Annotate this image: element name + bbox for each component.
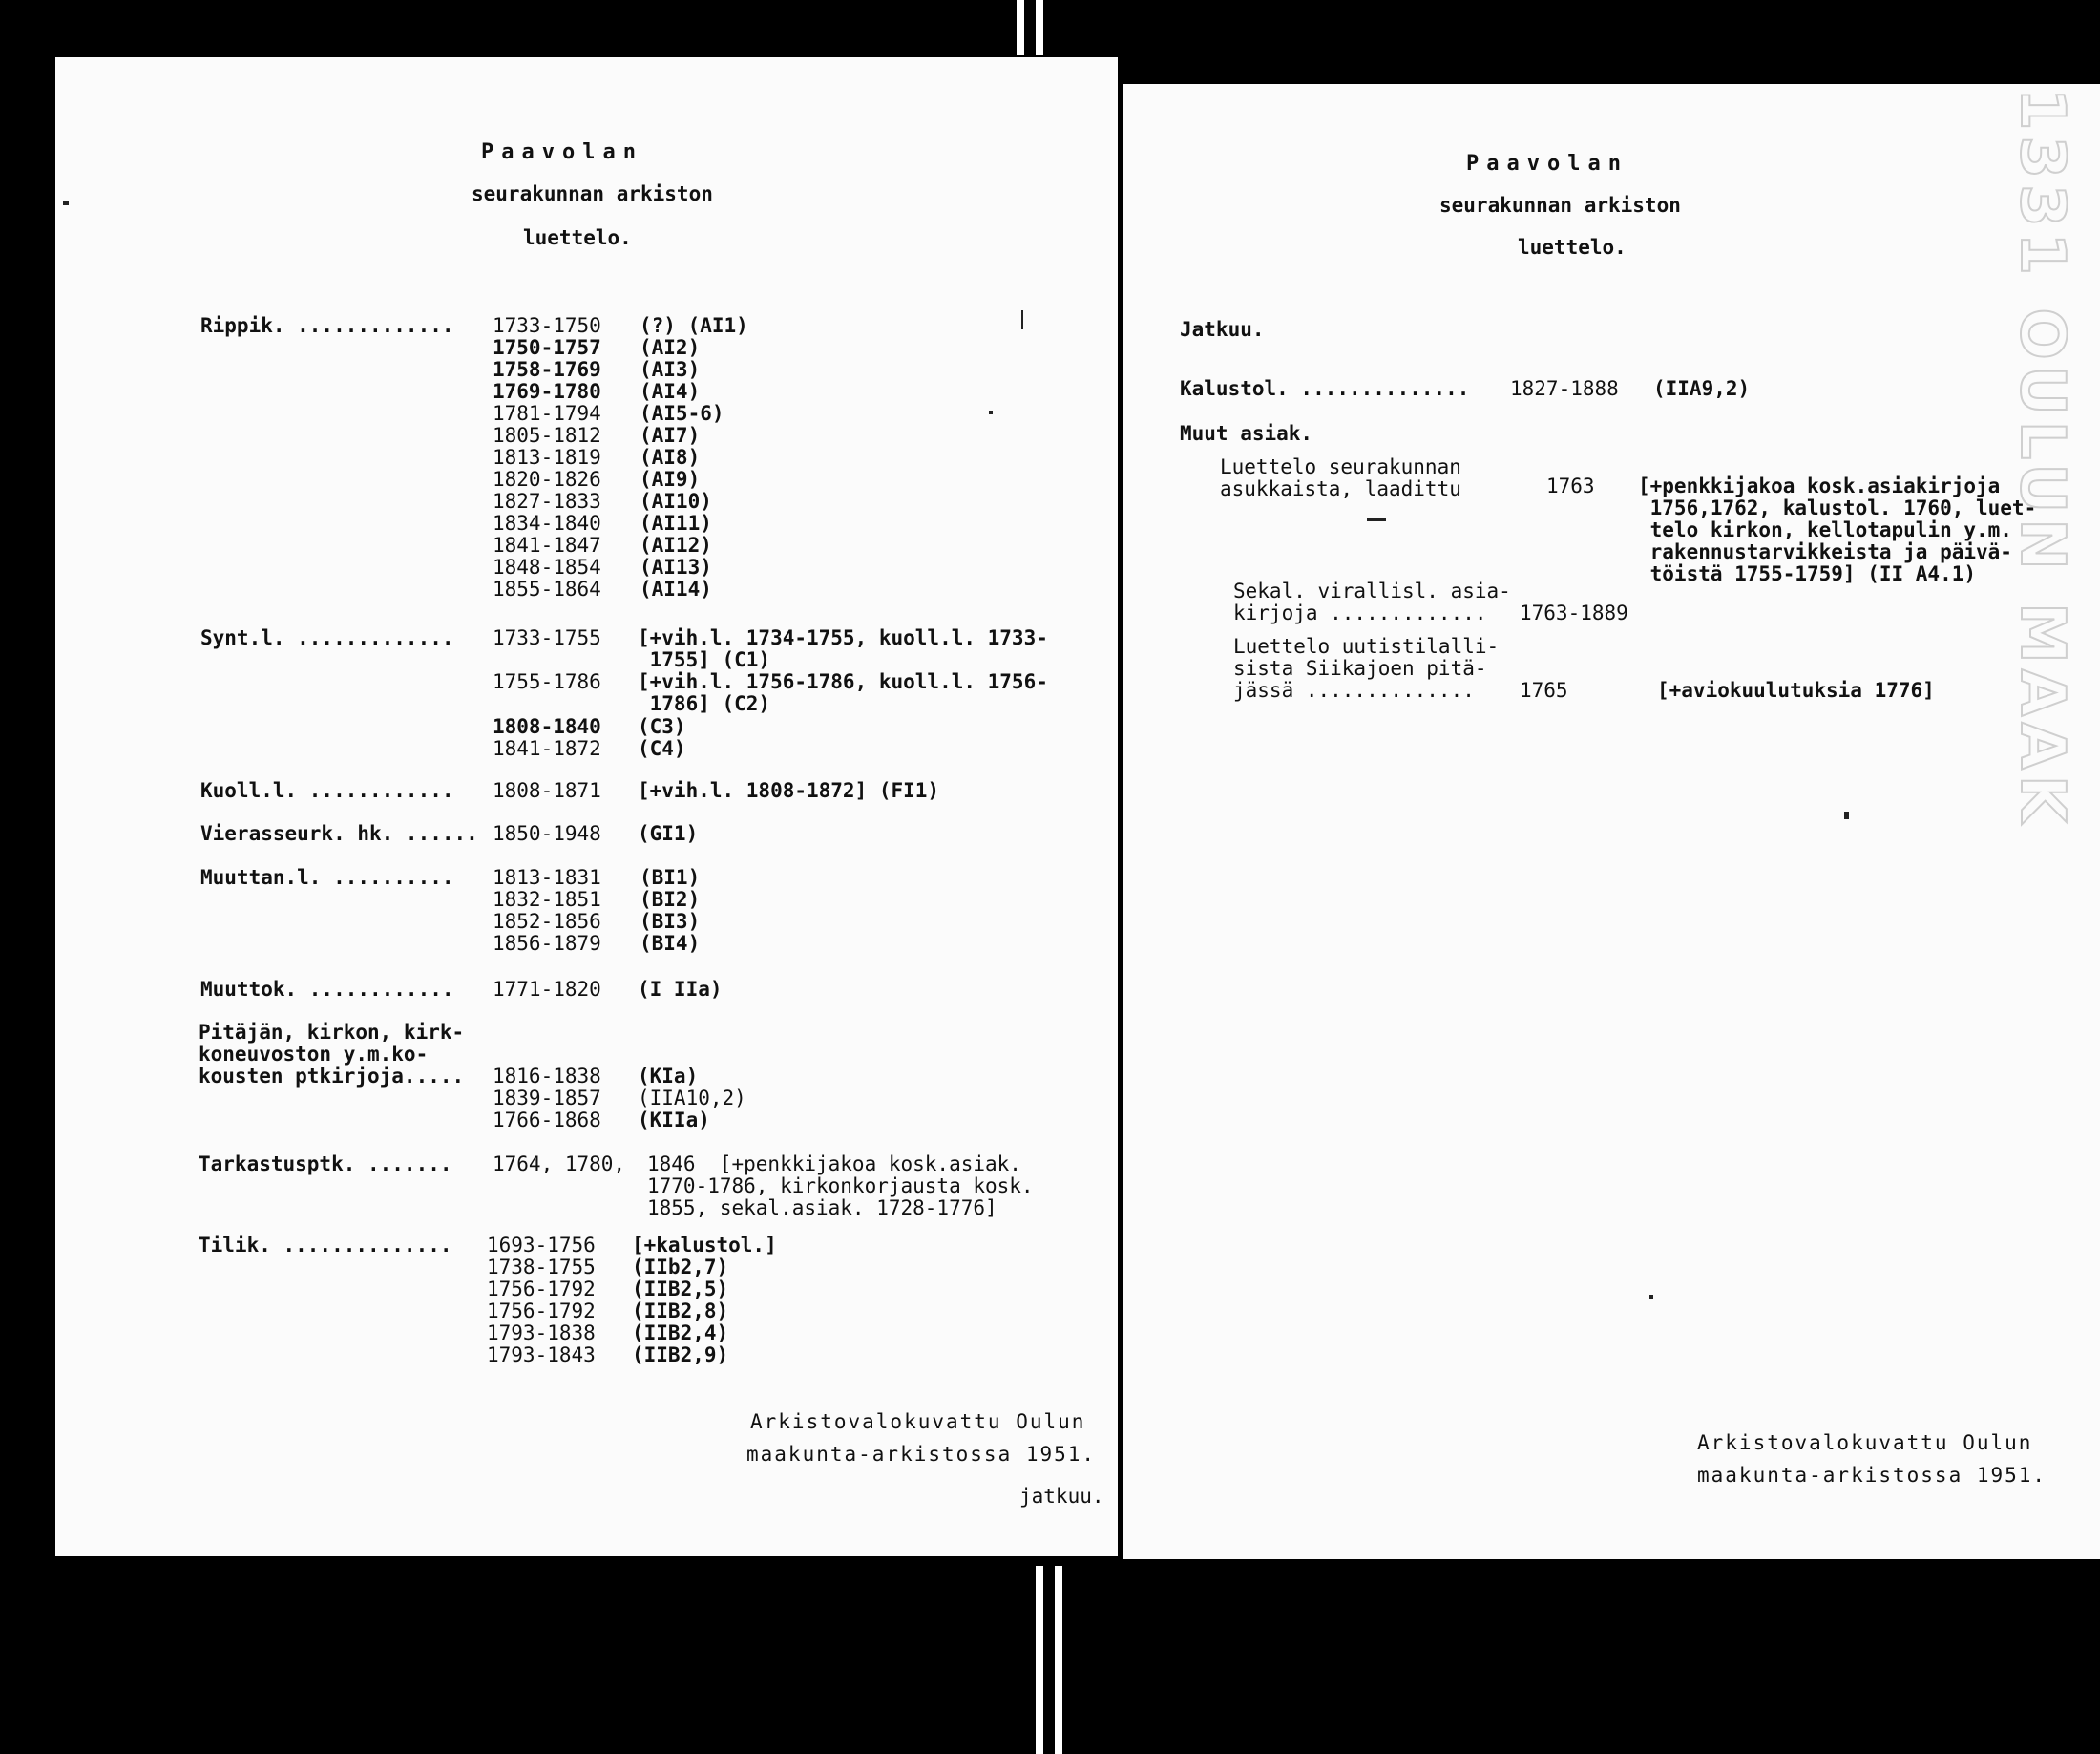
pitajan-note-2: (IIA10,2)	[638, 1087, 746, 1109]
continuation-label: Jatkuu.	[1180, 318, 1265, 341]
rippik-code: (AI8)	[640, 446, 701, 469]
tilik-code: (IIb2,7)	[632, 1256, 729, 1279]
tilik-code: [+kalustol.]	[632, 1234, 777, 1257]
kalustol-years: 1827-1888	[1510, 377, 1619, 400]
tilik-year: 1693-1756	[487, 1234, 596, 1257]
synt-note-1: [+vih.l. 1734-1755, kuoll.l. 1733- 1755] (C1)	[638, 626, 1048, 671]
rippik-year: 1769-1780	[493, 380, 601, 403]
tilik-code: (IIB2,9)	[632, 1343, 729, 1366]
tilik-code: (IIB2,5)	[632, 1278, 729, 1300]
rippik-code: (AI9)	[640, 468, 701, 491]
rippik-code: (AI7)	[640, 424, 701, 447]
kuoll-note: [+vih.l. 1808-1872] (FI1)	[638, 779, 940, 802]
tarkastus-years: 1764, 1780,	[493, 1152, 626, 1175]
muut-item-1-note: [+penkkijakoa kosk.asiakirjoja 1756,1762, kalustol. 1760, luet- telo kirkon, kellotapulin y.m. rakennustarvikkeista ja päivä- töistä 1755-1759] (II A4.1)	[1638, 475, 2037, 585]
muuttan-code: (BI2)	[640, 888, 701, 911]
muut-label: Muut asiak.	[1180, 422, 1313, 445]
pencil-mark	[1021, 310, 1023, 329]
speck-mark	[989, 411, 993, 414]
left-subtitle: seurakunnan arkiston	[472, 182, 713, 205]
pitajan-note-3: (KIIa)	[638, 1109, 710, 1131]
entry-label-muuttok: Muuttok. ............	[200, 978, 454, 1001]
pitajan-year-3: 1766-1868	[493, 1109, 601, 1131]
left-subtitle-2: luettelo.	[523, 226, 632, 249]
rippik-code: (AI4)	[640, 380, 701, 403]
continued-label: jatkuu.	[1019, 1485, 1104, 1508]
rippik-year: 1781-1794	[493, 402, 601, 425]
entry-label-synt: Synt.l. .............	[200, 626, 454, 649]
muuttan-code: (BI1)	[640, 866, 701, 889]
right-subtitle: seurakunnan arkiston	[1439, 194, 1681, 217]
gutter-line	[1055, 1566, 1062, 1754]
right-title: Paavolan	[1466, 152, 1628, 176]
synt-year-2: 1755-1786	[493, 670, 601, 693]
muuttok-note: (I IIa)	[638, 978, 723, 1001]
rippik-year: 1813-1819	[493, 446, 601, 469]
left-footer-line-2: maakunta-arkistossa 1951.	[746, 1443, 1097, 1466]
rippik-year: 1841-1847	[493, 534, 601, 557]
entry-label-kuoll: Kuoll.l. ............	[200, 779, 454, 802]
muuttok-year: 1771-1820	[493, 978, 601, 1001]
gutter-line	[1036, 0, 1043, 55]
muut-item-3-note: [+aviokuulutuksia 1776]	[1657, 679, 1935, 702]
entry-label-tilik: Tilik. ..............	[199, 1234, 452, 1257]
muuttan-year: 1813-1831	[493, 866, 601, 889]
rippik-year: 1827-1833	[493, 490, 601, 513]
pitajan-year-1: 1816-1838	[493, 1065, 601, 1088]
rippik-year: 1820-1826	[493, 468, 601, 491]
rippik-code: (?) (AI1)	[640, 314, 748, 337]
left-footer-line-1: Arkistovalokuvattu Oulun	[750, 1410, 1086, 1433]
synt-note-4: (C4)	[638, 737, 686, 760]
kalustol-label: Kalustol. ..............	[1180, 377, 1470, 400]
entry-label-rippik: Rippik. .............	[200, 314, 454, 337]
rippik-code: (AI10)	[640, 490, 712, 513]
tarkastus-note: 1846 [+penkkijakoa kosk.asiak. 1770-1786, kirkonkorjausta kosk. 1855, sekal.asiak. 1728-1776]	[647, 1152, 1034, 1219]
tilik-year: 1793-1838	[487, 1321, 596, 1344]
left-title: Paavolan	[481, 140, 643, 164]
kuoll-year: 1808-1871	[493, 779, 601, 802]
pitajan-note-1: (KIa)	[638, 1065, 699, 1088]
right-footer-line-1: Arkistovalokuvattu Oulun	[1697, 1431, 2033, 1454]
entry-label-tarkastus: Tarkastusptk. .......	[199, 1152, 452, 1175]
entry-label-vieras: Vierasseurk. hk. ......	[200, 822, 478, 845]
rippik-year: 1750-1757	[493, 336, 601, 359]
right-subtitle-2: luettelo.	[1518, 236, 1627, 259]
muuttan-year: 1832-1851	[493, 888, 601, 911]
rippik-year: 1805-1812	[493, 424, 601, 447]
rippik-code: (AI12)	[640, 534, 712, 557]
muut-item-1-label: Luettelo seurakunnan asukkaista, laadittu	[1220, 455, 1461, 500]
speck-mark	[1649, 1295, 1653, 1299]
rippik-year: 1758-1769	[493, 358, 601, 381]
tilik-code: (IIB2,4)	[632, 1321, 729, 1344]
pitajan-year-2: 1839-1857	[493, 1087, 601, 1109]
synt-note-3: (C3)	[638, 715, 686, 738]
tilik-year: 1756-1792	[487, 1278, 596, 1300]
gutter-line	[1017, 0, 1024, 55]
kalustol-code: (IIA9,2)	[1653, 377, 1751, 400]
speck-mark	[1844, 812, 1849, 819]
gutter-line	[1036, 1566, 1043, 1754]
rippik-code: (AI5-6)	[640, 402, 724, 425]
dash-mark	[1367, 518, 1386, 521]
muuttan-code: (BI3)	[640, 910, 701, 933]
rippik-year: 1733-1750	[493, 314, 601, 337]
vieras-year: 1850-1948	[493, 822, 601, 845]
rippik-year: 1834-1840	[493, 512, 601, 535]
speck-mark	[63, 201, 69, 205]
rippik-code: (AI3)	[640, 358, 701, 381]
right-footer-line-2: maakunta-arkistossa 1951.	[1697, 1464, 2048, 1487]
synt-note-2: [+vih.l. 1756-1786, kuoll.l. 1756- 1786] (C2)	[638, 670, 1048, 715]
rippik-year: 1848-1854	[493, 556, 601, 579]
muut-item-2-label: Sekal. virallisl. asia- kirjoja .............	[1233, 580, 1511, 624]
muut-item-3-years: 1765	[1520, 679, 1568, 702]
synt-year-1: 1733-1755	[493, 626, 601, 649]
rippik-code: (AI11)	[640, 512, 712, 535]
right-page	[1123, 84, 2100, 1559]
rippik-code: (AI14)	[640, 578, 712, 601]
synt-year-3: 1808-1840	[493, 715, 601, 738]
muuttan-year: 1852-1856	[493, 910, 601, 933]
tilik-code: (IIB2,8)	[632, 1300, 729, 1322]
rippik-code: (AI2)	[640, 336, 701, 359]
tilik-year: 1756-1792	[487, 1300, 596, 1322]
muut-item-2-years: 1763-1889	[1520, 602, 1628, 624]
muuttan-year: 1856-1879	[493, 932, 601, 955]
left-page	[55, 57, 1118, 1556]
rippik-year: 1855-1864	[493, 578, 601, 601]
vieras-note: (GI1)	[638, 822, 699, 845]
rippik-code: (AI13)	[640, 556, 712, 579]
side-stamp-faint: 1331 OULUN MAAK	[2006, 88, 2077, 829]
tilik-year: 1738-1755	[487, 1256, 596, 1279]
tilik-year: 1793-1843	[487, 1343, 596, 1366]
entry-label-muuttan: Muuttan.l. ..........	[200, 866, 454, 889]
entry-label-pitajan: Pitäjän, kirkon, kirk- koneuvoston y.m.ko- kousten ptkirjoja.....	[199, 1021, 465, 1088]
synt-year-4: 1841-1872	[493, 737, 601, 760]
muut-item-3-label: Luettelo uutistilalli- sista Siikajoen pitä- jässä ..............	[1233, 635, 1500, 702]
muuttan-code: (BI4)	[640, 932, 701, 955]
muut-item-1-years: 1763	[1546, 475, 1595, 497]
